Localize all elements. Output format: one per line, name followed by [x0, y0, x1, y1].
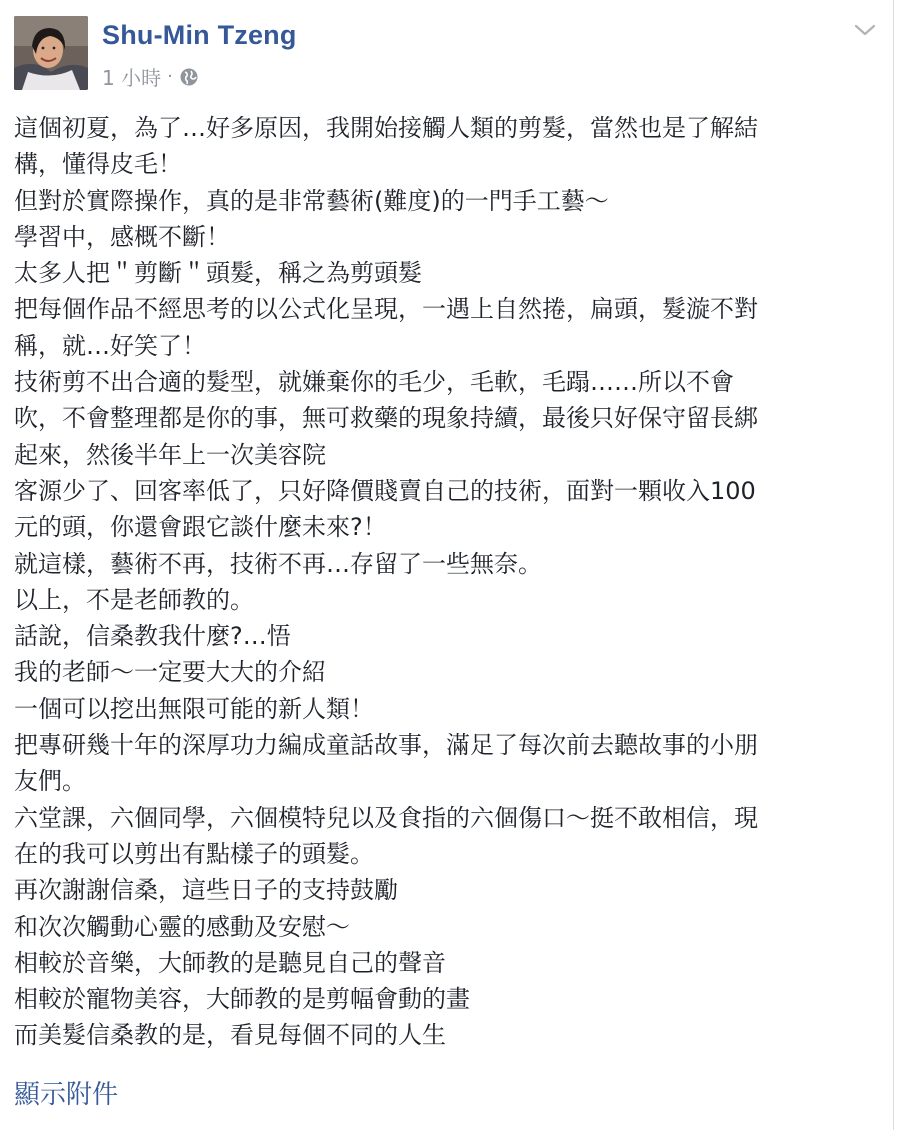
right-border — [893, 0, 894, 1130]
post-text-line: 構，懂得皮毛！ — [14, 150, 182, 179]
post-text-line: 起來，然後半年上一次美容院 — [14, 440, 326, 469]
post-text-line: 和次次觸動心靈的感動及安慰～ — [14, 912, 350, 941]
post-text-line: 話說，信桑教我什麼?…悟 — [14, 622, 291, 651]
post-text-line: 元的頭，你還會跟它談什麼未來?！ — [14, 513, 387, 542]
meta-separator: · — [167, 66, 173, 87]
post-text-line: 再次謝謝信桑，這些日子的支持鼓勵 — [14, 876, 398, 905]
author-name[interactable]: Shu-Min Tzeng — [102, 20, 297, 50]
post-text-line: 我的老師～一定要大大的介紹 — [14, 658, 326, 687]
post-text-line: 相較於寵物美容，大師教的是剪幅會動的畫 — [14, 985, 470, 1014]
post-text-line: 把每個作品不經思考的以公式化呈現，一遇上自然捲，扁頭，髮漩不對 — [14, 295, 758, 324]
post-text-line: 相較於音樂，大師教的是聽見自己的聲音 — [14, 948, 446, 977]
globe-icon[interactable] — [179, 67, 199, 87]
post-text-line: 太多人把＂剪斷＂頭髮，稱之為剪頭髮 — [14, 259, 422, 288]
post-text-line: 但對於實際操作，真的是非常藝術(難度)的一門手工藝～ — [14, 186, 609, 215]
chevron-down-icon[interactable] — [852, 20, 878, 40]
avatar-image — [14, 16, 88, 90]
post-text-line: 這個初夏，為了…好多原因，我開始接觸人類的剪髮，當然也是了解結 — [14, 114, 758, 142]
post-timestamp[interactable]: 1 小時 — [102, 66, 162, 90]
post-header — [14, 16, 874, 96]
post-text — [14, 110, 870, 1054]
post-text-line: 吹，不會整理都是你的事，無可救藥的現象持續，最後只好保守留長綁 — [14, 404, 758, 433]
post-text-line: 就這樣，藝術不再，技術不再…存留了一些無奈。 — [14, 549, 542, 578]
post-meta — [102, 62, 199, 91]
show-attachments-link[interactable]: 顯示附件 — [14, 1080, 119, 1110]
avatar[interactable] — [14, 16, 88, 90]
post-text-line: 而美髮信桑教的是，看見每個不同的人生 — [14, 1021, 446, 1050]
post-text-line: 技術剪不出合適的髮型，就嫌棄你的毛少，毛軟，毛蹋……所以不會 — [14, 368, 734, 397]
post-text-line: 六堂課，六個同學，六個模特兒以及食指的六個傷口～挺不敢相信，現 — [14, 803, 758, 832]
post-text-line: 客源少了、回客率低了，只好降價賤賣自己的技術，面對一顆收入100 — [14, 476, 756, 505]
post-text-line: 稱，就…好笑了！ — [14, 331, 206, 360]
post-text-line: 學習中，感概不斷！ — [14, 222, 230, 251]
post-text-line: 在的我可以剪出有點樣子的頭髮。 — [14, 839, 374, 868]
post-text-line: 把專研幾十年的深厚功力編成童話故事，滿足了每次前去聽故事的小朋 — [14, 731, 758, 760]
post-text-line: 以上，不是老師教的。 — [14, 585, 254, 614]
post-text-line: 友們。 — [14, 767, 86, 796]
post-text-line: 一個可以挖出無限可能的新人類！ — [14, 694, 374, 723]
